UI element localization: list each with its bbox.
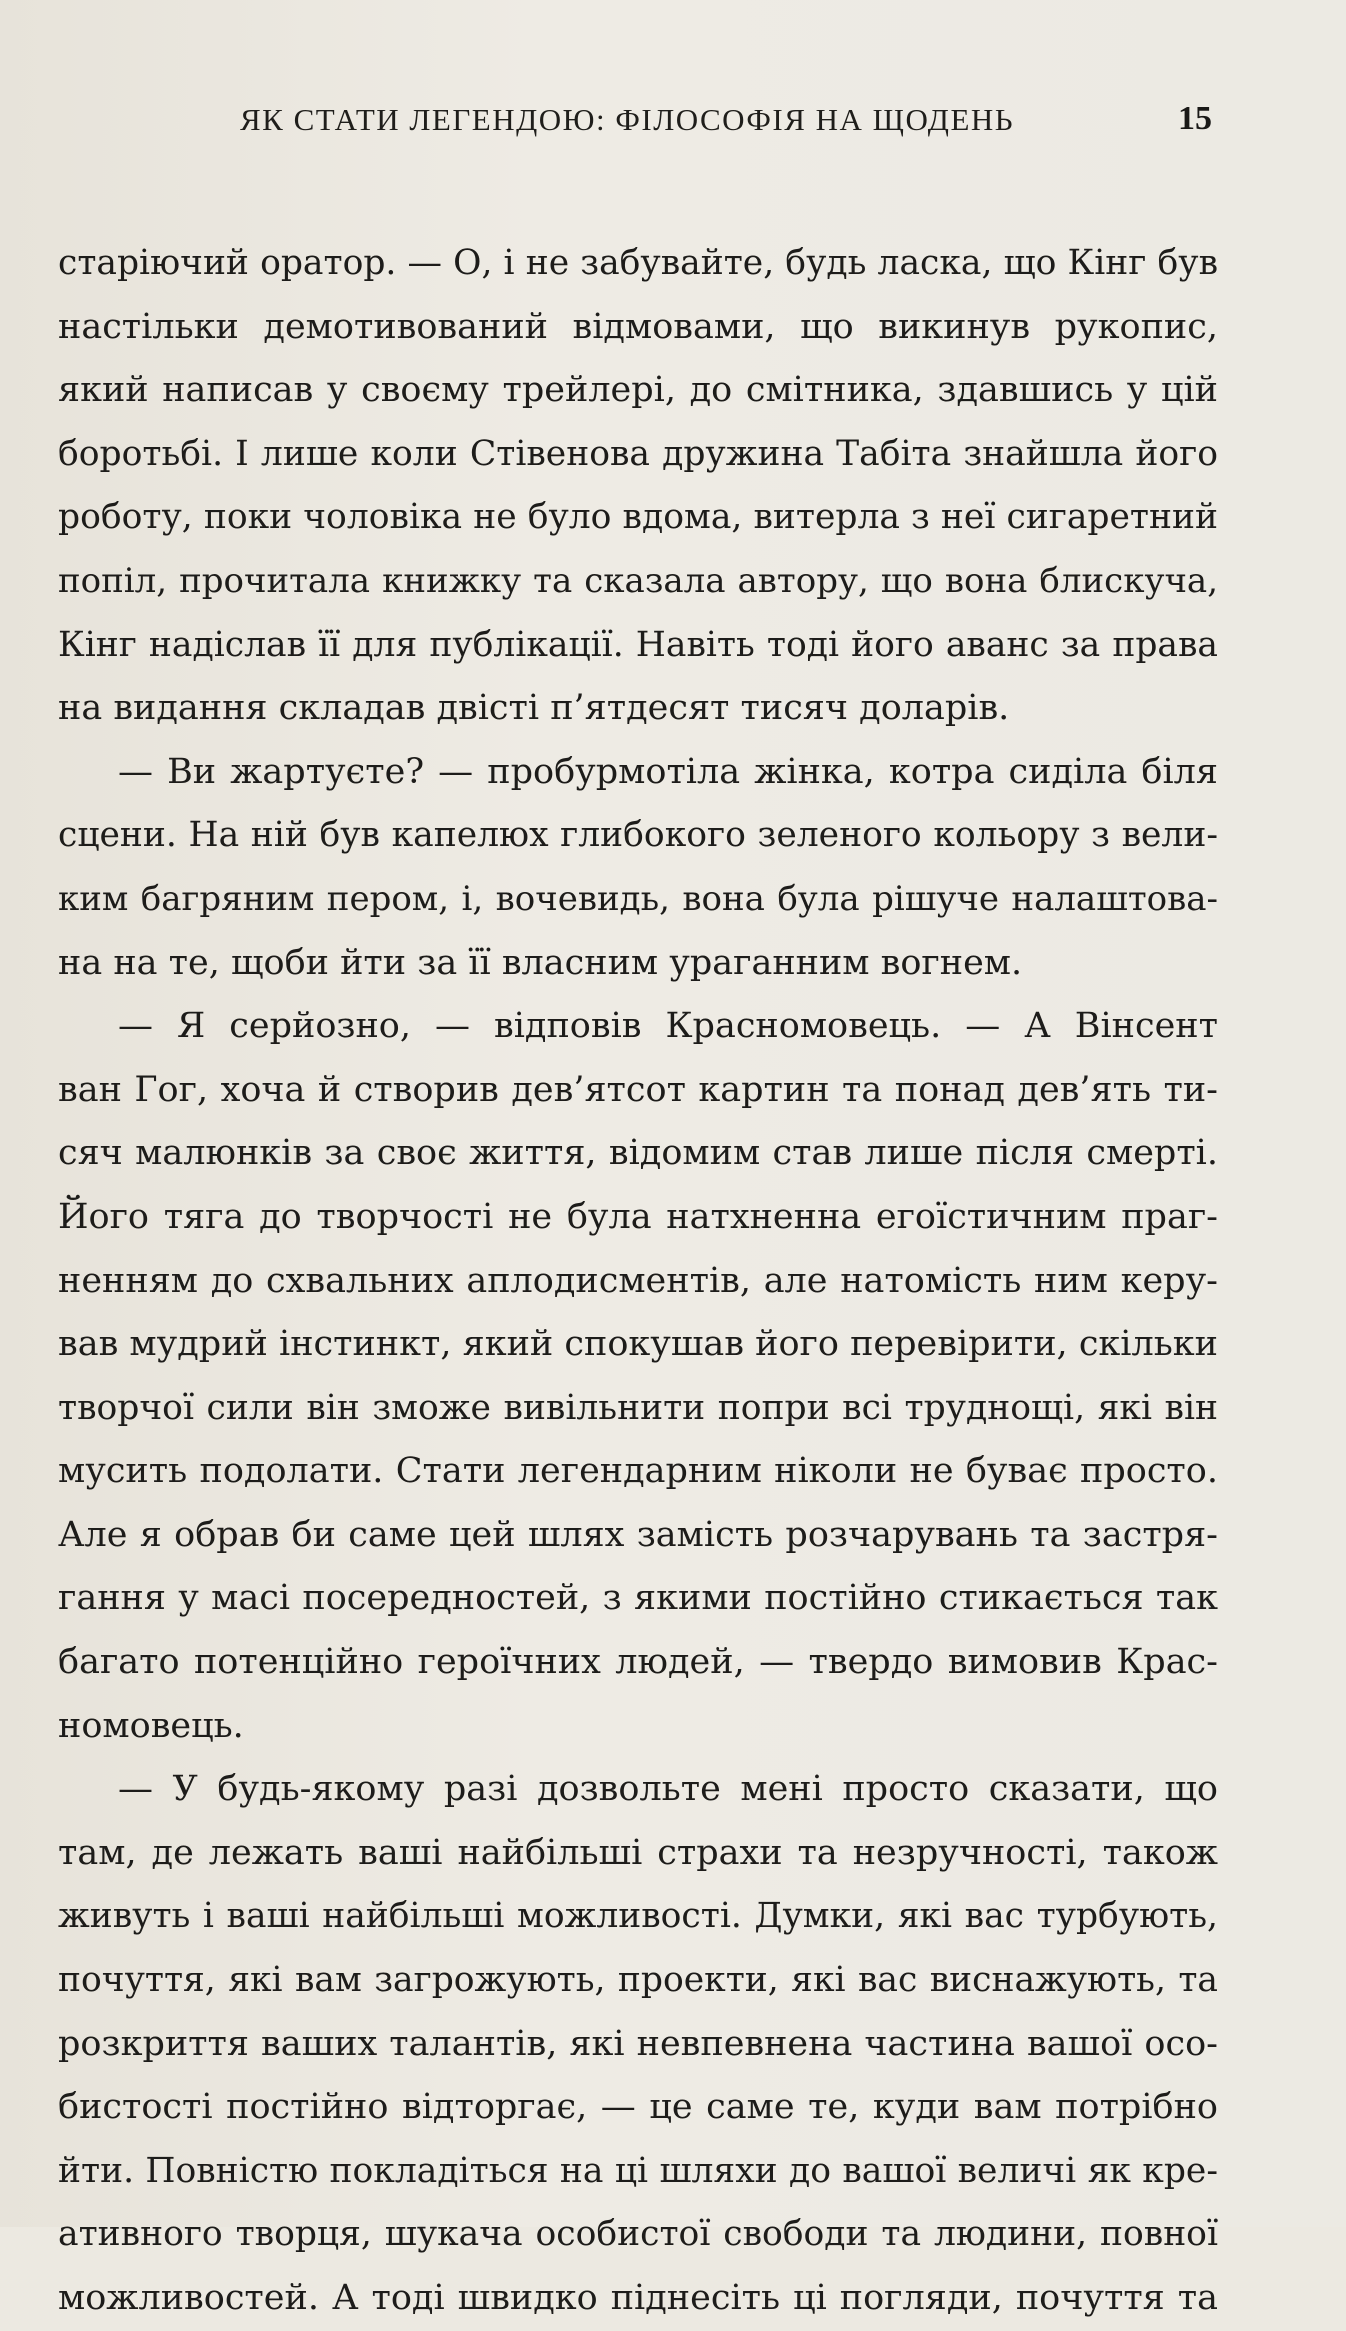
text-line: розкриття ваших талантів, які невпевнена частина вашої осо- [58,2023,1218,2064]
text-line: сяч малюнків за своє життя, відомим став лише після смерті. [58,1133,1218,1174]
text-line: йти. Повністю покладіться на ці шляхи до вашої величі як кре- [58,2150,1218,2191]
text-line: можливостей. А тоді швидко піднесіть ці погляди, почуття та [58,2278,1218,2318]
text-line: гання у масі посередностей, з якими постійно стикається так [58,1578,1218,1619]
text-line: Кінг надіслав її для публікації. Навіть тоді його аванс за права [58,624,1218,665]
text-line: на видання складав двісті п’ятдесят тисяч доларів. [58,688,1010,729]
text-line: почуття, які вам загрожують, проекти, які вас виснажують, та [58,1960,1218,2001]
text-line: який написав у своєму трейлері, до смітника, здавшись у цій [58,370,1218,411]
text-line: — У будь-якому разі дозвольте мені просто сказати, що [118,1769,1218,1810]
text-line: роботу, поки чоловіка не було вдома, витерла з неї сигаретний [58,497,1218,538]
text-line: — Ви жартуєте? — пробурмотіла жінка, котра сиділа біля [118,751,1218,792]
text-line: настільки демотивований відмовами, що викинув рукопис, [58,306,1218,347]
text-line: на на те, щоби йти за її власним ураганним вогнем. [58,942,1023,983]
running-title: ЯК СТАТИ ЛЕГЕНДОЮ: ФІЛОСОФІЯ НА ЩОДЕНЬ [240,102,1015,137]
text-line: живуть і ваші найбільші можливості. Думки, які вас турбують, [58,1896,1218,1937]
text-line: бистості постійно відторгає, — це саме те, куди вам потрібно [58,2087,1218,2128]
text-line: вав мудрий інстинкт, який спокушав його перевірити, скільки [58,1324,1218,1365]
text-line: попіл, прочитала книжку та сказала автору, що вона блискуча, [58,560,1218,601]
text-line: — Я серйозно, — відповів Красномовець. — А Вінсент [118,1006,1218,1047]
body-text [58,232,1218,2331]
text-line: боротьбі. І лише коли Стівенова дружина Табіта знайшла його [58,433,1218,474]
text-line: ненням до схвальних аплодисментів, але натомість ним керу- [58,1260,1218,1301]
text-line: Його тяга до творчості не була натхненна егоїстичним праг- [58,1196,1218,1237]
text-line: Але я обрав би саме цей шлях замість розчарувань та застря- [58,1514,1218,1555]
text-line: багато потенційно героїчних людей, — твердо вимовив Крас- [58,1642,1218,1683]
text-line: ван Гог, хоча й створив дев’ятсот картин та понад дев’ять ти- [58,1069,1218,1110]
page-header [0,100,1346,150]
text-line: творчої сили він зможе вивільнити попри всі труднощі, які він [58,1387,1218,1428]
page-number: 15 [1178,100,1212,137]
text-line: сцени. На ній був капелюх глибокого зеленого кольору з вели- [58,815,1218,856]
text-line: ативного творця, шукача особистої свободи та людини, повної [58,2214,1218,2255]
text-line: ким багряним пером, і, вочевидь, вона була рішуче налаштова- [58,878,1218,919]
text-line: там, де лежать ваші найбільші страхи та незручності, також [58,1832,1218,1873]
text-line: номовець. [58,1705,244,1746]
text-line: мусить подолати. Стати легендарним ніколи не буває просто. [58,1451,1218,1492]
text-line: старіючий оратор. — О, і не забувайте, будь ласка, що Кінг був [58,243,1218,283]
